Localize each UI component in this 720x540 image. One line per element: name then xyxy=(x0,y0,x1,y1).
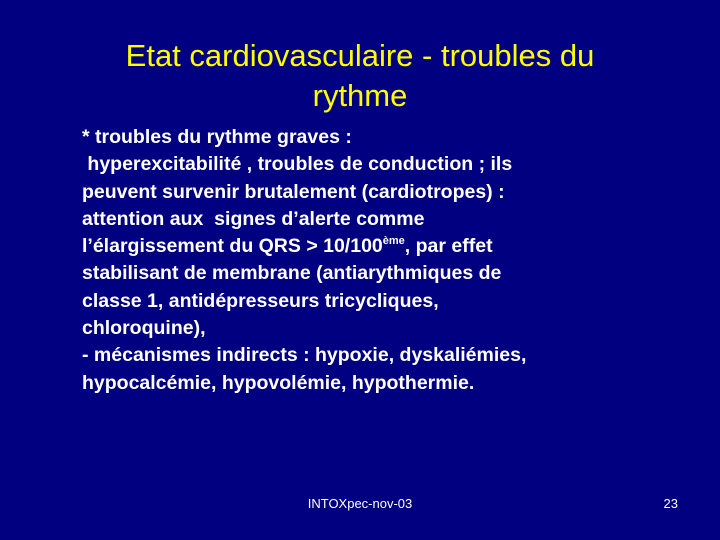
body-line-5-text: l’élargissement du QRS > 10/100 xyxy=(82,235,383,258)
body-line-5 xyxy=(82,233,682,260)
body-line-4: attention aux signes d’alerte comme xyxy=(82,207,425,230)
body-line-3: peuvent survenir brutalement (cardiotropes) : xyxy=(82,180,505,203)
body-line-6: stabilisant de membrane (antiarythmiques de xyxy=(82,262,502,285)
slide-footer: INTOXpec-nov-03 xyxy=(307,496,413,511)
slide-body xyxy=(82,124,682,397)
body-line-8: chloroquine), xyxy=(82,317,206,340)
body-line-5-superscript: ème xyxy=(382,235,405,248)
slide-title-line-2: rythme xyxy=(312,78,408,113)
body-line-7: classe 1, antidépresseurs tricycliques, xyxy=(82,289,439,312)
slide-title-line-1: Etat cardiovasculaire - troubles du xyxy=(125,38,595,73)
body-line-9: - mécanismes indirects : hypoxie, dyskaliémies, xyxy=(82,344,527,367)
slide-title xyxy=(40,36,680,116)
page-number: 23 xyxy=(663,496,678,511)
body-line-10: hypocalcémie, hypovolémie, hypothermie. xyxy=(82,371,475,394)
body-line-5-rest: , par effet xyxy=(404,235,493,258)
body-line-1: * troubles du rythme graves : xyxy=(82,126,352,148)
body-line-2: hyperexcitabilité , troubles de conduction ; ils xyxy=(82,153,513,176)
